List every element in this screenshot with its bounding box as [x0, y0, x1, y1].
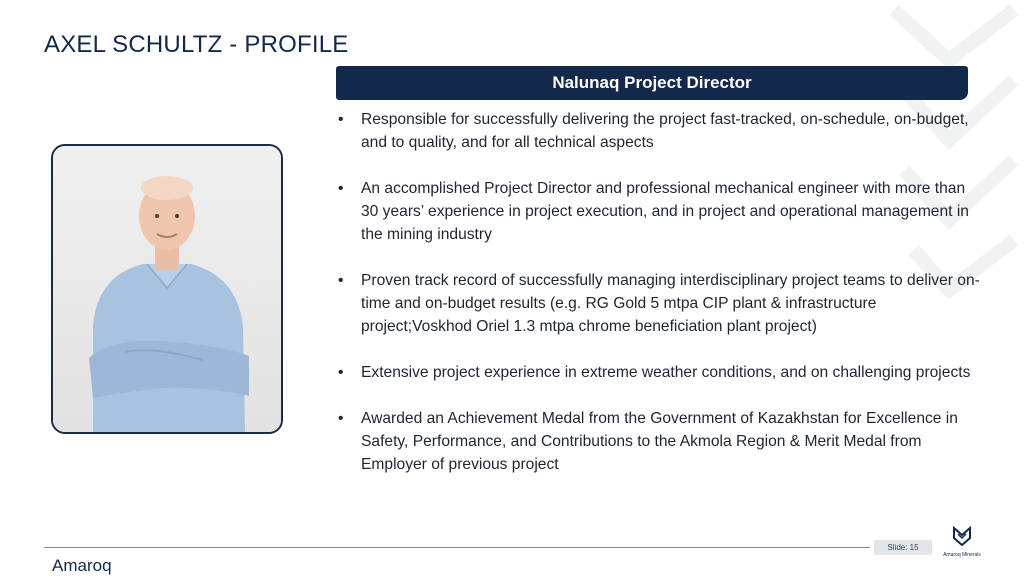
bullet-glyph: • [338, 410, 344, 427]
list-item [336, 177, 986, 246]
bullet-glyph: • [338, 111, 344, 128]
footer-divider [44, 547, 870, 548]
list-item [336, 269, 986, 338]
bullet-text: Extensive project experience in extreme weather conditions, and on challenging projects [361, 364, 971, 381]
slide-number-badge [874, 540, 932, 555]
slide-number: Slide: 15 [887, 543, 919, 552]
role-title: Nalunaq Project Director [552, 73, 752, 92]
list-item [336, 108, 986, 154]
bullet-text: Proven track record of successfully managing interdisciplinary project teams to deliver on-time and on-budget results (e.g. RG Gold 5 mtpa CIP plant & infrastructure project;Voskhod Oriel 1.3 mtpa chrome beneficiation plant project) [361, 272, 980, 335]
page-title: AXEL SCHULTZ - PROFILE [44, 31, 349, 58]
logo-name: Amaroq Minerals [943, 552, 981, 558]
bullet-text: An accomplished Project Director and professional mechanical engineer with more than 30 years’ experience in project execution, and in project and operational management in the mining industry [361, 180, 969, 243]
footer-brand: Amaroq [52, 556, 112, 575]
fox-head-logo-icon [952, 526, 972, 546]
profile-bullet-list [336, 108, 986, 499]
bullet-text: Responsible for successfully delivering the project fast-tracked, on-schedule, on-budget, and to quality, and for all technical aspects [361, 111, 969, 151]
portrait-photo [51, 144, 283, 434]
bullet-glyph: • [338, 180, 344, 197]
role-banner [336, 66, 968, 100]
portrait-illustration [53, 146, 281, 432]
bullet-glyph: • [338, 272, 344, 289]
bullet-glyph: • [338, 364, 344, 381]
list-item [336, 361, 986, 384]
bullet-text: Awarded an Achievement Medal from the Government of Kazakhstan for Excellence in Safety, Performance, and Contributions to the Akmola Region & Merit Medal from Employer of previous project [361, 410, 958, 473]
list-item [336, 407, 986, 476]
company-logo [940, 526, 984, 558]
